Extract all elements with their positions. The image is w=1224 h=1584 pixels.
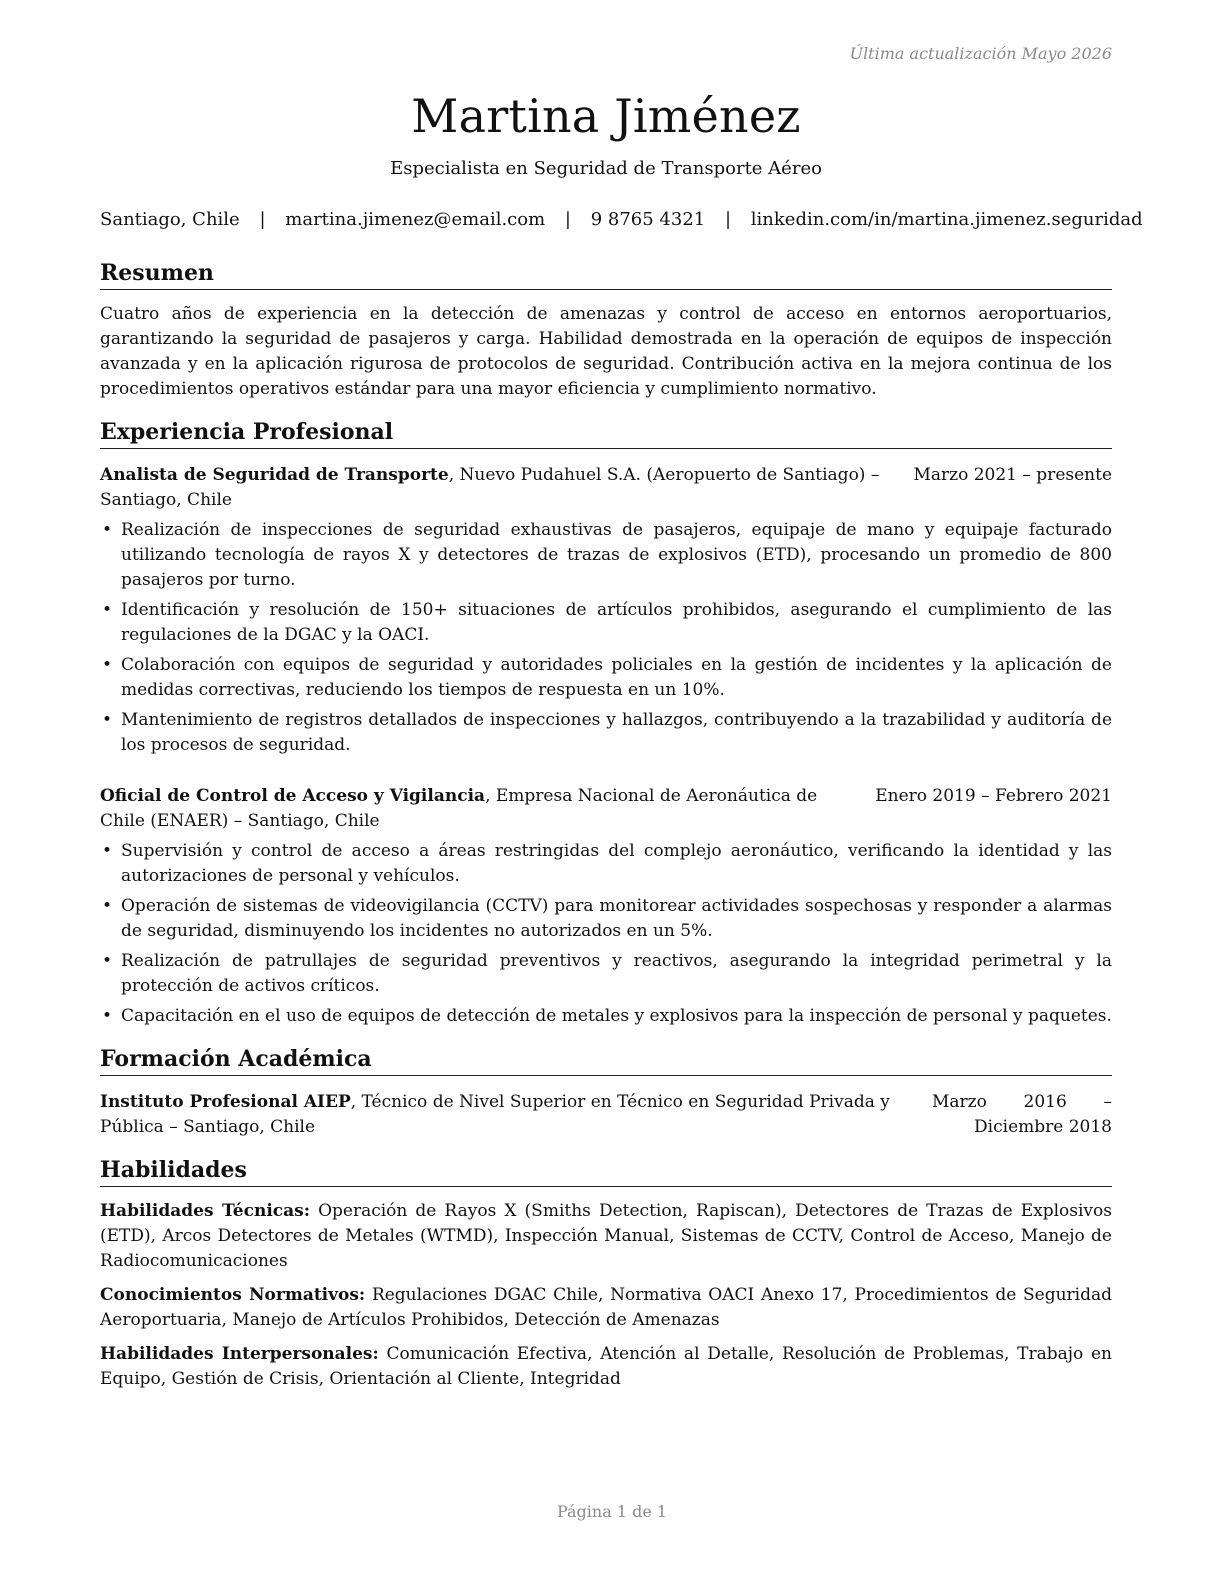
job-dates: Enero 2019 – Febrero 2021 xyxy=(875,786,1112,806)
bullet-text: Realización de inspecciones de seguridad exhaustivas de pasajeros, equipaje de mano y equipaje facturado utilizando tecnología de rayos X y detectores de trazas de explosivos (ETD), procesando un promedio de 800 pasajeros por turno. xyxy=(121,520,1112,590)
bullet-text: Colaboración con equipos de seguridad y autoridades policiales en la gestión de incidentes y la aplicación de medidas correctivas, reduciendo los tiempos de respuesta en un 10%. xyxy=(121,655,1112,700)
bullet-icon: • xyxy=(102,655,113,675)
bullet-icon: • xyxy=(102,951,113,971)
contact-separator: | xyxy=(259,209,266,230)
skill-group xyxy=(100,1283,1112,1333)
bullet-text: Operación de sistemas de videovigilancia (CCTV) para monitorear actividades sospechosas y responder a alarmas de seguridad, disminuyendo los incidentes no autorizados en un 5%. xyxy=(121,896,1112,941)
job-bullets xyxy=(100,839,1112,1029)
experience-section xyxy=(100,418,1112,1029)
skill-text: Operación de Rayos X (Smiths Detection, Rapiscan), Detectores de Trazas de Explosivos (ETD), Arcos Detectores de Metales (WTMD), Inspección Manual, Sistemas de CCTV, Control de Acceso, Manejo de Radiocomunicaciones xyxy=(100,1201,1112,1271)
skill-group xyxy=(100,1199,1112,1274)
bullet-icon: • xyxy=(102,896,113,916)
skill-text: Regulaciones DGAC Chile, Normativa OACI Anexo 17, Procedimientos de Seguridad Aeroportuaria, Manejo de Artículos Prohibidos, Detección de Amenazas xyxy=(100,1285,1112,1330)
contact-line xyxy=(100,207,1143,233)
summary-section xyxy=(100,259,1112,402)
skills-section xyxy=(100,1156,1112,1392)
education-institution: Instituto Profesional AIEP xyxy=(100,1092,351,1112)
bullet-text: Mantenimiento de registros detallados de inspecciones y hallazgos, contribuyendo a la trazabilidad y auditoría de los procesos de seguridad. xyxy=(121,710,1112,755)
candidate-title: Especialista en Seguridad de Transporte Aéreo xyxy=(390,158,822,179)
education-section xyxy=(100,1045,1112,1140)
bullet-icon: • xyxy=(102,841,113,861)
section-heading-experience: Experiencia Profesional xyxy=(100,418,1112,449)
job-role: Oficial de Control de Acceso y Vigilancia xyxy=(100,786,486,806)
last-updated-note: Última actualización Mayo 2026 xyxy=(849,44,1112,63)
skill-label: Habilidades Interpersonales: xyxy=(100,1344,379,1364)
job-entry xyxy=(100,463,1112,758)
contact-email[interactable]: martina.jimenez@email.com xyxy=(285,209,546,230)
education-detail: , Técnico de Nivel Superior en Técnico en Seguridad Privada y Pública – Santiago, Chile xyxy=(100,1092,890,1137)
contact-phone: 9 8765 4321 xyxy=(590,209,706,230)
page-number: Página 1 de 1 xyxy=(556,1502,668,1521)
list-item xyxy=(100,894,1112,944)
job-bullets xyxy=(100,518,1112,758)
job-org: , Empresa Nacional de Aeronáutica de Chile (ENAER) – Santiago, Chile xyxy=(100,786,818,831)
section-heading-skills: Habilidades xyxy=(100,1156,1112,1187)
bullet-icon: • xyxy=(102,520,113,540)
job-org: , Nuevo Pudahuel S.A. (Aeropuerto de Santiago) – Santiago, Chile xyxy=(100,465,880,510)
contact-separator: | xyxy=(564,209,571,230)
job-entry xyxy=(100,784,1112,1029)
resume-page xyxy=(100,40,1143,1392)
bullet-icon: • xyxy=(102,710,113,730)
job-dates: Marzo 2021 – presente xyxy=(913,465,1112,485)
contact-location: Santiago, Chile xyxy=(100,209,240,230)
education-header xyxy=(100,1090,1112,1140)
list-item xyxy=(100,708,1112,758)
section-heading-education: Formación Académica xyxy=(100,1045,1112,1076)
bullet-icon: • xyxy=(102,1006,113,1026)
list-item xyxy=(100,518,1112,593)
section-heading-summary: Resumen xyxy=(100,259,1112,290)
job-role-org xyxy=(100,463,913,513)
job-header xyxy=(100,784,1112,834)
bullet-icon: • xyxy=(102,600,113,620)
job-role-org xyxy=(100,784,875,834)
summary-text: Cuatro años de experiencia en la detección de amenazas y control de acceso en entornos aeroportuarios, garantizando la seguridad de pasajeros y carga. Habilidad demostrada en la operación de equipos de inspección avanzada y en la aplicación rigurosa de protocolos de seguridad. Contribución activa en la mejora continua de los procedimientos operativos estándar para una mayor eficiencia y cumplimiento normativo. xyxy=(100,304,1112,399)
job-header xyxy=(100,463,1112,513)
list-item xyxy=(100,949,1112,999)
contact-linkedin[interactable]: linkedin.com/in/martina.jimenez.seguridad xyxy=(750,209,1143,230)
education-institution-detail xyxy=(100,1090,932,1140)
job-role: Analista de Seguridad de Transporte xyxy=(100,465,449,485)
list-item xyxy=(100,598,1112,648)
bullet-text: Realización de patrullajes de seguridad preventivos y reactivos, asegurando la integridad perimetral y la protección de activos críticos. xyxy=(121,951,1112,996)
list-item xyxy=(100,839,1112,889)
skill-group xyxy=(100,1342,1112,1392)
list-item xyxy=(100,653,1112,703)
skill-label: Conocimientos Normativos: xyxy=(100,1285,366,1305)
skill-text: Comunicación Efectiva, Atención al Detalle, Resolución de Problemas, Trabajo en Equipo, Gestión de Crisis, Orientación al Cliente, Integridad xyxy=(100,1344,1112,1389)
education-entry xyxy=(100,1090,1112,1140)
bullet-text: Supervisión y control de acceso a áreas restringidas del complejo aeronáutico, verificando la identidad y las autorizaciones de personal y vehículos. xyxy=(121,841,1112,886)
skill-label: Habilidades Técnicas: xyxy=(100,1201,310,1221)
education-dates: Marzo 2016 – Diciembre 2018 xyxy=(932,1092,1112,1137)
candidate-name: Martina Jiménez xyxy=(411,89,801,143)
bullet-text: Identificación y resolución de 150+ situaciones de artículos prohibidos, asegurando el cumplimiento de las regulaciones de la DGAC y la OACI. xyxy=(121,600,1112,645)
contact-separator: | xyxy=(724,209,732,230)
bullet-text: Capacitación en el uso de equipos de detección de metales y explosivos para la inspección de personal y paquetes. xyxy=(121,1006,1112,1026)
list-item xyxy=(100,1004,1112,1029)
